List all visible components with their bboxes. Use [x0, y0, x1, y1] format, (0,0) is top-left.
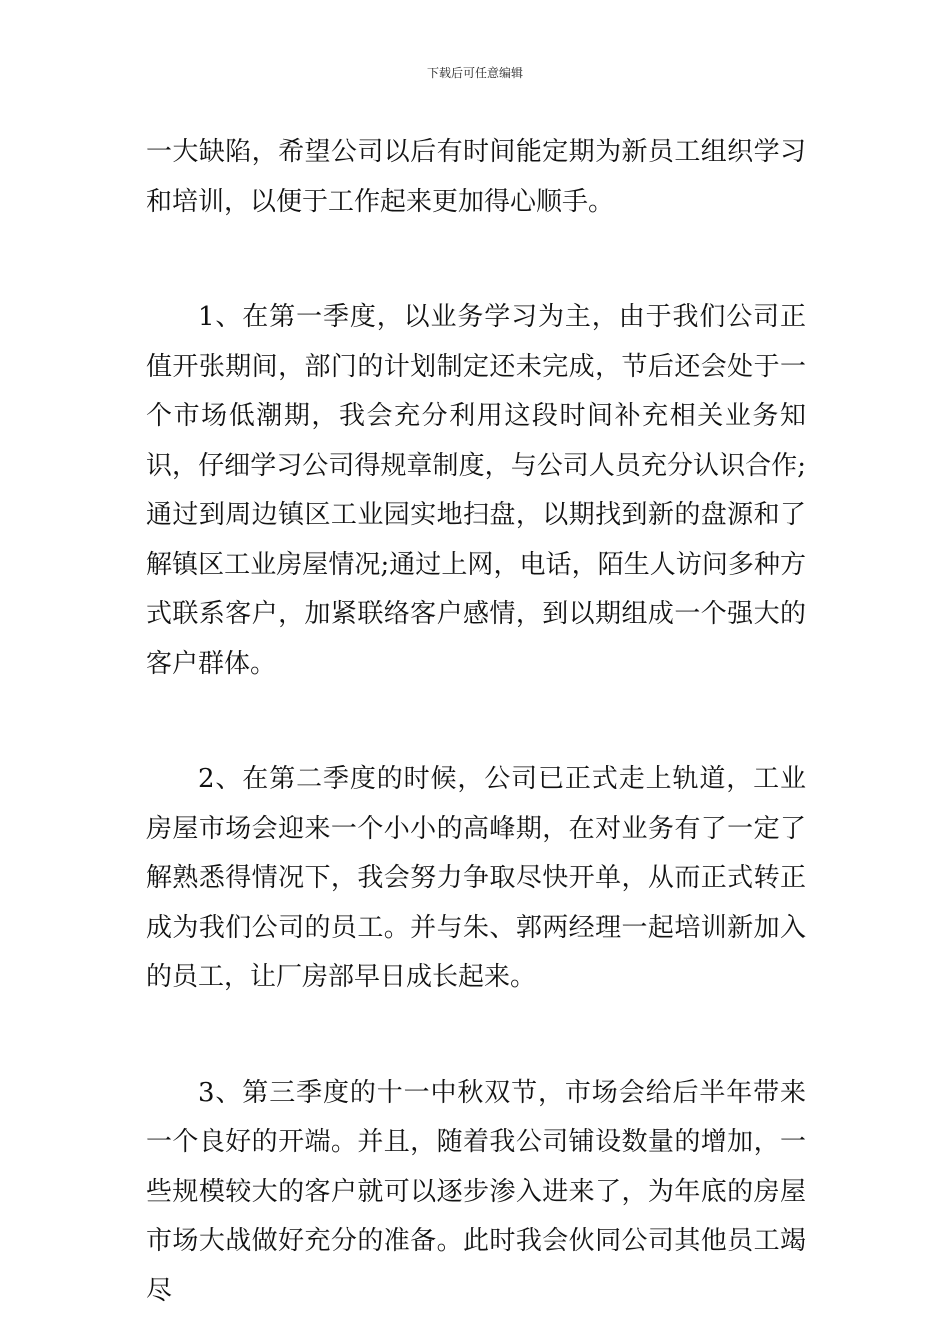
page-header: 下载后可任意编辑 [426, 66, 523, 80]
paragraph-item-2: 2、在第二季度的时候，公司已正式走上轨道，工业房屋市场会迎来一个小小的高峰期，在对业务有了一定了解熟悉得情况下，我会努力争取尽快开单，从而正式转正成为我们公司的员工。并与朱、郭两经理一起培训新加入的员工，让厂房部早日成长起来。 [146, 764, 806, 992]
paragraph-gap [146, 227, 806, 293]
document-body [146, 128, 806, 1316]
paragraph-continuation: 一大缺陷，希望公司以后有时间能定期为新员工组织学习和培训，以便于工作起来更加得心顺手。 [146, 137, 806, 217]
paragraph-item-3: 3、第三季度的十一中秋双节，市场会给后半年带来一个良好的开端。并且，随着我公司铺设数量的增加，一些规模较大的客户就可以逐步渗入进来了，为年底的房屋市场大战做好充分的准备。此时我会伙同公司其他员工竭尽 [146, 1077, 806, 1306]
paragraph-item-1: 1、在第一季度，以业务学习为主，由于我们公司正值开张期间，部门的计划制定还未完成，节后还会处于一个市场低潮期，我会充分利用这段时间补充相关业务知识，仔细学习公司得规章制度，与公司人员充分认识合作;通过到周边镇区工业园实地扫盘，以期找到新的盘源和了解镇区工业房屋情况;通过上网，电话，陌生人访问多种方式联系客户，加紧联络客户感情，到以期组成一个强大的客户群体。 [146, 302, 806, 679]
paragraph-gap [146, 1003, 806, 1069]
paragraph-gap [146, 689, 806, 755]
